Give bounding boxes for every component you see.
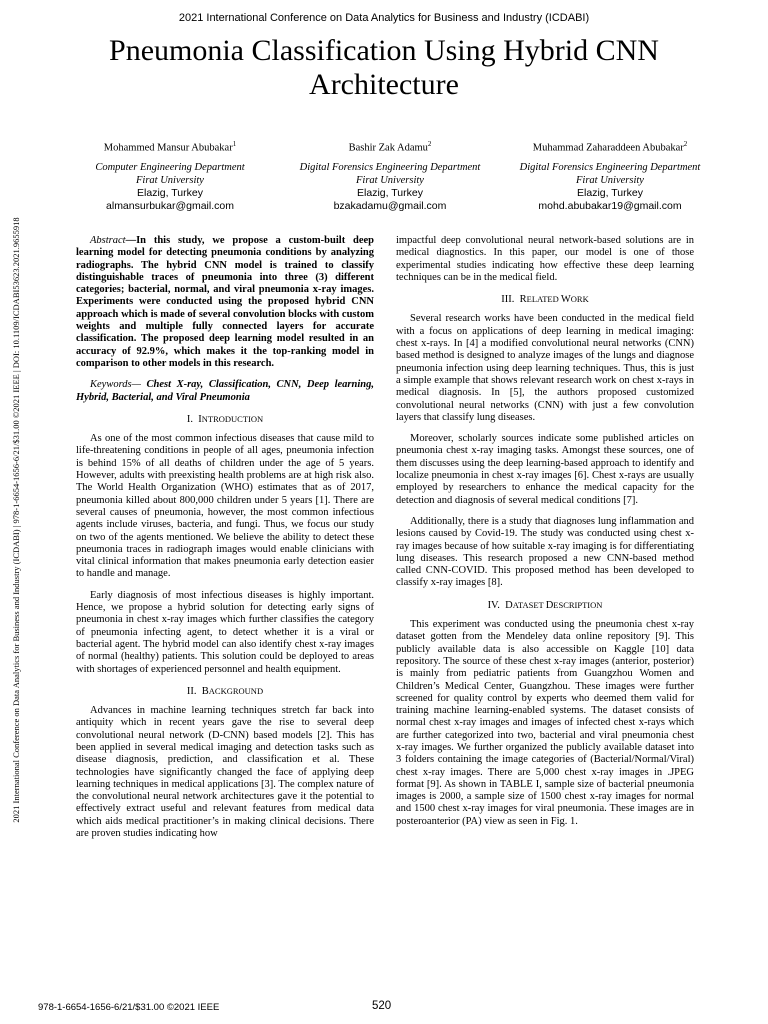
author-university: Firat University [136, 174, 204, 186]
section-heading-related-work: III. RELATED WORK [501, 294, 589, 306]
author-email: mohd.abubakar19@gmail.com [538, 199, 682, 212]
related-paragraph-2: Moreover, scholarly sources indicate some published articles on pneumonia chest x-ray imaging tasks. Amongst these sources, one of them discusses using the deep learning-based approach to identify and localize pneumonia in chest x-ray images [6]. Chest x-rays are usually employed by researchers to enhance the medical capacity for the detection and diagnosis of several medical conditions [7]. [396, 433, 694, 506]
author-email: bzakadamu@gmail.com [333, 199, 447, 212]
footer-copyright: 978-1-6654-1656-6/21/$31.00 ©2021 IEEE [38, 1002, 220, 1013]
author-2 [280, 138, 500, 213]
keywords: Keywords— Chest X-ray, Classification, CNN, Deep learning, Hybrid, Bacterial, and Viral Pneumonia [76, 379, 374, 403]
author-city: Elazig, Turkey [577, 186, 643, 199]
conference-header: 2021 International Conference on Data Analytics for Business and Industry (ICDABI) [178, 12, 590, 24]
author-block [60, 138, 720, 213]
section-heading-background: II. BACKGROUND [186, 685, 264, 697]
sidebar-citation-text: 2021 International Conference on Data Analytics for Business and Industry (ICDABI) | 978-1-6654-1656-6/21/$31.00 ©2021 IEEE | DOI: 10.1109/ICDABI53623.2021.9655918 [11, 217, 21, 823]
author-city: Elazig, Turkey [137, 186, 203, 199]
author-department: Computer Engineering Department [95, 161, 245, 173]
author-university: Firat University [576, 174, 644, 186]
background-paragraph-1: Advances in machine learning techniques stretch far back into antiquity which in recent years gave the rise to several deep convolutional neural network (D-CNN) based models [2]. This has been applied in several medical imaging and detection tasks such as disease diagnosis, prediction, and classification et al. These technologies have significantly changed the face of applying deep learning techniques in medical applications [3]. The complex nature of the convolutional neural network architectures gave it the potential to effectively extract useful and relevant features from medical data which aids medical practitioner’s in making clinical decisions. There are proven studies indicating how [76, 705, 374, 840]
page-number: 520 [372, 1000, 392, 1012]
author-email: almansurbukar@gmail.com [106, 199, 234, 212]
dataset-paragraph-1: This experiment was conducted using the pneumonia chest x-ray dataset gotten from the Mendeley data online repository [9]. This publicly available data is also accessible on Kaggle [10] data repository. The source of these chest x-ray images (anterior, posterior) is mainly from pediatric patients from Guangzhou Women and Children’s Medical Center, Guangzhou. These images were further screened for quality control by experts who deemed them valid for training machine learning-enabled systems. The dataset consists of normal chest x-ray images and images of infected chest x-rays which are further categorized into two, bacterial and viral pneumonia chest x-ray images. We further organized the publicly available dataset into 3 folders containing the image categories of (Bacterial/Normal/Viral) chest x-ray images. There are 5,000 chest x-ray images in .JPEG format [9]. As shown in TABLE I, sample size of bacterial pneumonia images is 2000, a sample size of 1500 chest x-ray images for normal and 1500 chest x-ray images for viral pneumonia. These images are in posteroanterior (PA) view as seen in Fig. 1. [396, 619, 694, 827]
right-column [396, 235, 694, 837]
paper-title: Pneumonia Classification Using Hybrid CNN Architecture [109, 34, 659, 101]
author-3 [500, 138, 720, 213]
abstract: Abstract—In this study, we propose a custom-built deep learning model for detecting pneumonia conditions by analyzing radiographs. The hybrid CNN model is trained to classify distinguishable traces of pneumonia into three (3) different categories; bacterial, normal, and viral pneumonia x-ray images. Experiments were conducted using the proposed hybrid CNN approach which is made of several convolution blocks with custom weights and multiple fully connected layers for accurate classification. The proposed deep learning model resulted in an accuracy of 92.9%, which makes it the top-ranking model in comparison to other models in this research. [76, 235, 374, 369]
related-paragraph-1: Several research works have been conducted in the medical field with a focus on applications of deep learning in medical imaging: chest x-rays. In [4] a modified convolutional neural networks (CNN) based method is designed to analyze images of the lungs and diagnose pneumonia infection using deep learning techniques. Thus, this is just a simple example that shows relevant research work on chest x-rays in medical diagnosis. In [5], the authors proposed customized convolutional neural networks (CNN) with just a few convolution layers that classify lung diseases. [396, 313, 694, 423]
sidebar-citation [6, 140, 26, 900]
author-name: Muhammad Zaharaddeen Abubakar$^2$ [532, 140, 688, 154]
author-1 [60, 138, 280, 213]
related-paragraph-3: Additionally, there is a study that diagnoses lung inflammation and lesions caused by Covid-19. The study was conducted using chest x-ray images because of how suitable x-ray imaging is for differentiating lung diseases. This research proposed a new CNN-based method called CNN-COVID. This proposed method has been developed to classify x-ray images [8]. [396, 515, 694, 589]
background-continued: impactful deep convolutional neural network-based solutions are in medical diagnostics. In this paper, our model is one of those experimental studies indicating how effective these deep learning techniques can be in the medical field. [396, 235, 694, 283]
intro-paragraph-1: As one of the most common infectious diseases that cause mild to life-threatening conditions in people of all ages, pneumonia infection is behind 15% of all deaths of children under the age of 5 years. However, adults with preexisting health problems are at high risk also. The World Health Organization (WHO) estimates that as of 2017, pneumonia killed about 800,000 children under 5 years [1]. There are several causes of pneumonia, however, the most common infectious agents include viruses, bacteria, and fungi. Thus, we focus our study on two of the agents mentioned. We believe the ability to detect these pneumonia traces in radiograph images would enable clinicians with vital clinical information that makes pneumonia early detection easier to handle and manage. [76, 433, 374, 580]
section-heading-dataset: IV. DATASET DESCRIPTION [487, 599, 603, 611]
author-department: Digital Forensics Engineering Department [519, 161, 701, 173]
author-department: Digital Forensics Engineering Department [299, 161, 481, 173]
section-heading-introduction: I. INTRODUCTION [186, 413, 264, 425]
author-name: Mohammed Mansur Abubakar$^1$ [103, 140, 237, 154]
intro-paragraph-2: Early diagnosis of most infectious diseases is highly important. Hence, we propose a hybrid solution for detecting early signs of pneumonia in chest x-ray images which further classifies the category of pneumonia infecting agent, to detect whether it is a viral or bacterial agent. The hybrid model can also identify chest x-ray images of normal (healthy) patients. This solution could be deployed to areas with shortages of experienced personnel and health equipment. [76, 589, 374, 675]
author-city: Elazig, Turkey [357, 186, 423, 199]
author-name: Bashir Zak Adamu$^2$ [348, 140, 432, 154]
author-university: Firat University [356, 174, 424, 186]
left-column [76, 235, 374, 849]
